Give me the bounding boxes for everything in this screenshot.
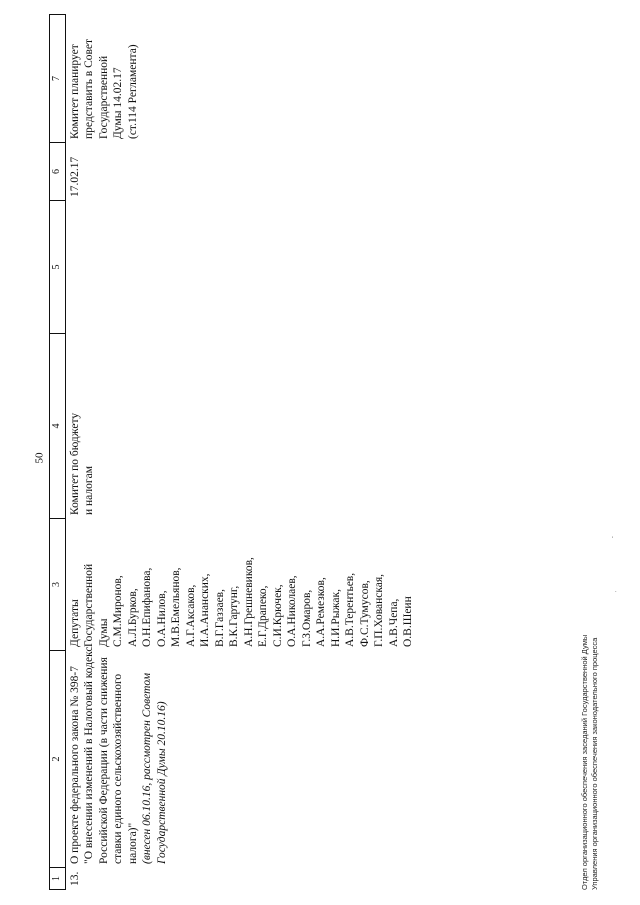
author-line: Г.З.Омаров, bbox=[300, 589, 313, 647]
column-5-cell bbox=[65, 201, 416, 334]
author-line: М.В.Емельянов, bbox=[170, 567, 182, 647]
date-cell: 17.02.17 bbox=[68, 156, 81, 197]
author-line: Г.П.Хованская, bbox=[373, 573, 385, 647]
note-line: Комитет планирует bbox=[68, 44, 81, 139]
row-number: 13. bbox=[68, 871, 81, 886]
bill-line: налога)" bbox=[126, 822, 139, 864]
column-header-2: 2 bbox=[50, 651, 66, 868]
bill-line: Российской Федерации (в части снижения bbox=[97, 657, 110, 864]
bills-table bbox=[49, 14, 416, 890]
author-line: Н.И.Рыжак, bbox=[329, 589, 342, 647]
column-header-7: 7 bbox=[50, 15, 66, 143]
column-header-1: 1 bbox=[50, 868, 66, 890]
column-header-3: 3 bbox=[50, 519, 66, 651]
author-line: В.Г.Газзаев, bbox=[213, 589, 226, 647]
committee-line: и налогам bbox=[83, 466, 95, 515]
author-line: С.М.Миронов, bbox=[112, 575, 124, 647]
author-line: А.А.Ремезков, bbox=[315, 577, 327, 647]
author-line: А.Л.Бурков, bbox=[126, 588, 139, 647]
author-line: Депутаты bbox=[68, 599, 81, 647]
authors-list bbox=[65, 519, 416, 651]
scan-mark: ' bbox=[612, 537, 614, 543]
landscape-page bbox=[49, 15, 609, 890]
page-footer bbox=[580, 635, 600, 890]
note-line: (ст.114 Регламента) bbox=[126, 44, 139, 139]
scan-mark: . bbox=[615, 588, 617, 594]
footer-line: Управления организационного обеспечения законодательного процесса bbox=[590, 637, 599, 890]
column-header-6: 6 bbox=[50, 143, 66, 201]
footer-line: Отдел организационного обеспечения заседаний Государственной Думы bbox=[580, 634, 589, 890]
table-header-row bbox=[50, 15, 66, 890]
author-line: Думы bbox=[97, 618, 110, 647]
author-line: А.Н.Грешневиков, bbox=[242, 557, 255, 647]
note-cell bbox=[65, 15, 416, 143]
column-header-5: 5 bbox=[50, 201, 66, 334]
bill-description bbox=[65, 646, 416, 868]
committee bbox=[65, 334, 416, 519]
bill-line: ставки единого сельскохозяйственного bbox=[112, 673, 124, 864]
note-line: Государственной bbox=[97, 55, 110, 139]
committee-line: Комитет по бюджету bbox=[68, 412, 81, 515]
note-line: Думы 14.02.17 bbox=[112, 67, 124, 139]
author-line: В.К.Гартунг, bbox=[228, 585, 240, 647]
column-header-4: 4 bbox=[50, 334, 66, 519]
author-line: С.И.Крючек, bbox=[271, 584, 284, 647]
author-line: О.А.Нилов, bbox=[155, 590, 168, 647]
table-row bbox=[65, 15, 416, 890]
author-line: А.В.Чепа, bbox=[387, 598, 400, 647]
author-line: А.В.Терентьев, bbox=[344, 572, 356, 647]
author-line: А.Г.Аксаков, bbox=[184, 584, 197, 647]
bill-line: О проекте федерального закона № 398-7 bbox=[68, 666, 81, 864]
bill-line: "О внесении изменений в Налоговый кодекс bbox=[83, 646, 95, 864]
bill-note-line: Государственной Думы 20.10.16) bbox=[155, 701, 168, 864]
author-line: Е.Г.Драпеко, bbox=[257, 585, 269, 647]
author-line: Ф.С.Тумусов, bbox=[358, 580, 371, 647]
bill-note-line: (внесен 06.10.16, рассмотрен Советом bbox=[141, 672, 153, 864]
author-line: И.А.Ананских, bbox=[199, 573, 211, 647]
author-line: О.В.Шеин bbox=[402, 596, 414, 647]
author-line: О.А.Николаев, bbox=[286, 575, 298, 647]
note-line: представить в Совет bbox=[83, 38, 95, 139]
author-line: Государственной bbox=[83, 563, 95, 647]
author-line: О.Н.Епифанова, bbox=[141, 567, 153, 647]
page-number: 50 bbox=[33, 452, 45, 464]
